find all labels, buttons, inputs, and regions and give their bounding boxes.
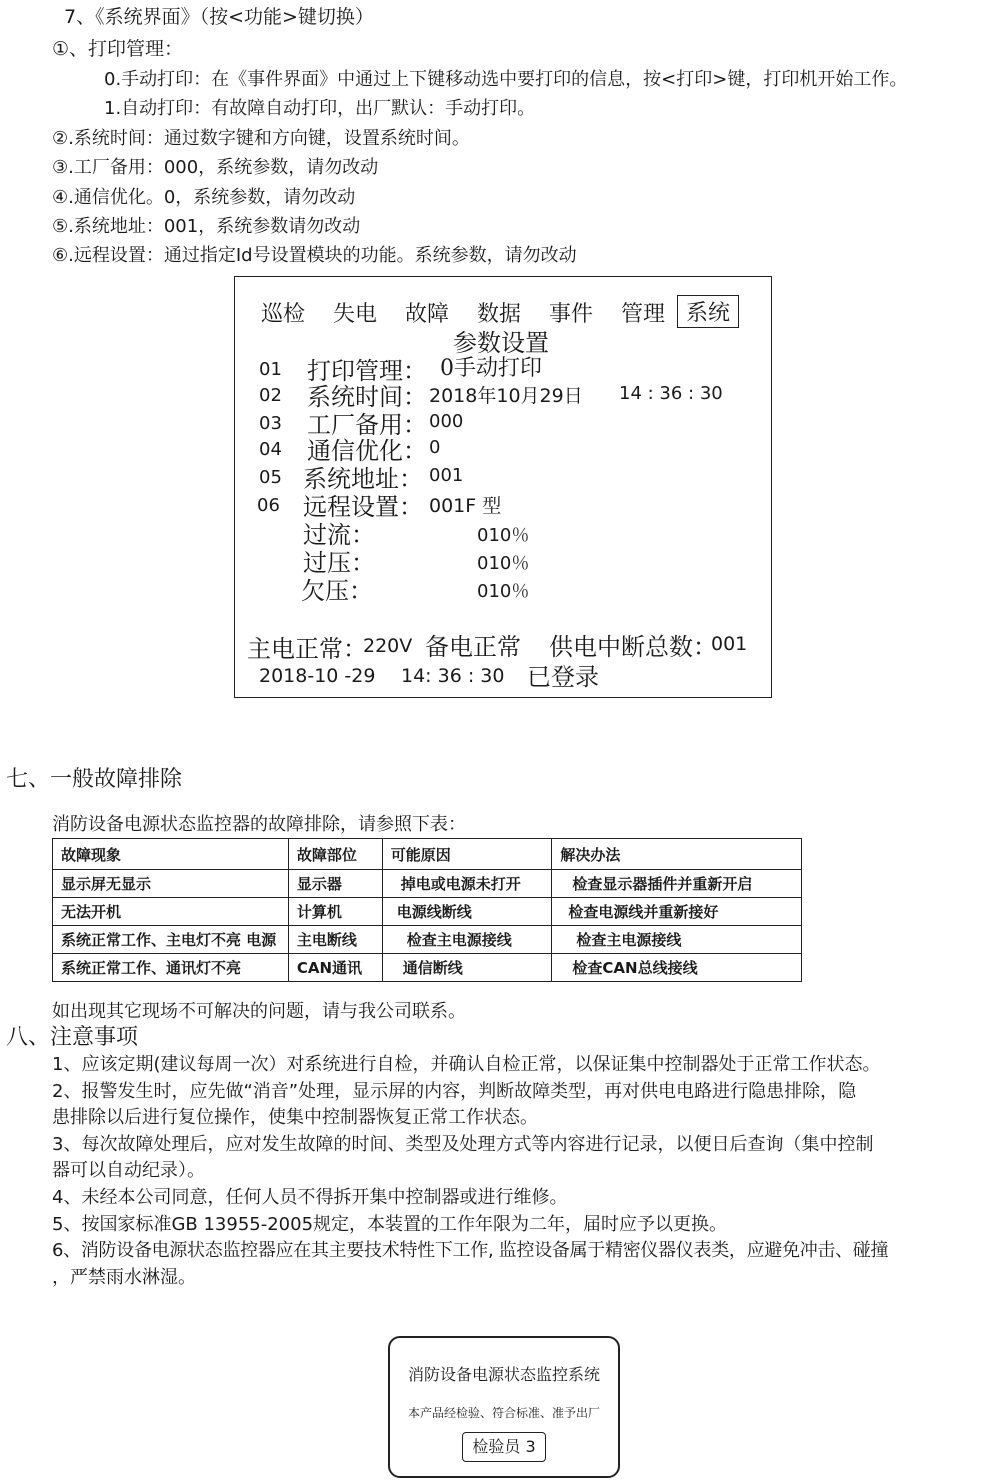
note-line: 患排除以后进行复位操作，使集中控制器恢复正常工作状态。 bbox=[52, 1107, 538, 1128]
status-login: 已登录 bbox=[527, 663, 599, 691]
status-time: 14: 36 : 30 bbox=[401, 665, 505, 687]
column-header: 可能原因 bbox=[382, 839, 552, 870]
row-value: 0 bbox=[429, 437, 441, 458]
status-interrupt-label: 供电中断总数： bbox=[549, 633, 717, 661]
troubleshoot-footer: 如出现其它现场不可解决的问题，请与我公司联系。 bbox=[52, 1001, 466, 1022]
fault-table bbox=[52, 838, 802, 982]
table-cell: 主电断线 bbox=[288, 926, 382, 954]
item-auto-print: 1.自动打印：有故障自动打印，出厂默认：手动打印。 bbox=[104, 98, 536, 119]
column-header: 故障部位 bbox=[288, 839, 382, 870]
table-row bbox=[53, 898, 802, 926]
table-cell: 无法开机 bbox=[53, 898, 289, 926]
row-num: 02 bbox=[259, 385, 282, 406]
note-line: 4、未经本公司同意，任何人员不得拆开集中控制器或进行维修。 bbox=[52, 1187, 568, 1208]
note-line: 2、报警发生时，应先做“消音”处理，显示屏的内容，判断故障类型，再对供电电路进行隐患排除，隐 bbox=[52, 1081, 857, 1102]
item-factory-reserve: ③.工厂备用：000，系统参数，请勿改动 bbox=[52, 157, 379, 178]
sub-label-undervoltage: 欠压： bbox=[301, 577, 373, 605]
inspector-badge: 检验员 3 bbox=[462, 1432, 546, 1462]
menu-event: 事件 bbox=[549, 302, 594, 327]
row-label: 通信优化： bbox=[307, 437, 427, 465]
note-line: 3、每次故障处理后，应对发生故障的时间、类型及处理方式等内容进行记录，以便日后查询（集中控制 bbox=[52, 1134, 874, 1155]
sub-label-overcurrent: 过流： bbox=[303, 521, 375, 549]
menu-data: 数据 bbox=[477, 302, 522, 327]
row-num: 03 bbox=[259, 413, 282, 434]
table-header-row bbox=[53, 839, 802, 870]
table-cell: 检查电源线并重新接好 bbox=[552, 898, 802, 926]
item-remote-setting: ⑥.远程设置：通过指定Id号设置模块的功能。系统参数，请勿改动 bbox=[52, 245, 577, 266]
note-line: 6、消防设备电源状态监控器应在其主要技术特性下工作, 监控设备属于精密仪器仪表类，应避免冲击、碰撞 bbox=[52, 1240, 889, 1261]
column-header: 故障现象 bbox=[53, 839, 289, 870]
menu-manage: 管理 bbox=[621, 302, 666, 327]
table-row bbox=[53, 870, 802, 898]
table-row bbox=[53, 926, 802, 954]
row-label: 打印管理： bbox=[307, 357, 427, 385]
table-row bbox=[53, 954, 802, 982]
row-num: 06 bbox=[257, 495, 280, 516]
table-cell: 检查CAN总线接线 bbox=[552, 954, 802, 982]
row-value: 000 bbox=[429, 411, 464, 432]
status-interrupt-value: 001 bbox=[711, 633, 748, 655]
table-cell: CAN通讯 bbox=[288, 954, 382, 982]
notes-heading: 八、注意事项 bbox=[6, 1025, 139, 1050]
row-num: 01 bbox=[259, 359, 282, 380]
note-line: 1、应该定期(建议每周一次）对系统进行自检，并确认自检正常，以保证集中控制器处于正常工作状态。 bbox=[52, 1054, 881, 1075]
item-manual-print: 0.手动打印：在《事件界面》中通过上下键移动选中要打印的信息，按<打印>键，打印机开始工作。 bbox=[104, 69, 908, 90]
row-value-date: 2018年10月29日 bbox=[429, 385, 583, 407]
row-label: 系统时间： bbox=[307, 383, 427, 411]
menu-fault: 故障 bbox=[405, 302, 450, 327]
row-num: 05 bbox=[259, 467, 282, 488]
table-cell: 显示器 bbox=[288, 870, 382, 898]
row-label: 系统地址： bbox=[303, 465, 423, 493]
status-main-value: 220V bbox=[363, 635, 413, 657]
table-cell: 计算机 bbox=[288, 898, 382, 926]
item-print-management: ①、打印管理： bbox=[52, 38, 184, 60]
stamp-title: 消防设备电源状态监控系统 bbox=[407, 1365, 600, 1384]
row-value-time: 14 : 36 : 30 bbox=[619, 383, 723, 404]
status-main-label: 主电正常： bbox=[247, 635, 367, 663]
note-line: 器可以自动纪录）。 bbox=[52, 1160, 205, 1181]
screen-title: 参数设置 bbox=[453, 329, 549, 357]
column-header: 解决办法 bbox=[552, 839, 802, 870]
table-cell: 检查主电源接线 bbox=[552, 926, 802, 954]
sub-value-overvoltage: 010％ bbox=[477, 553, 530, 574]
table-cell: 系统正常工作、主电灯不亮 电源 bbox=[53, 926, 289, 954]
troubleshoot-heading: 七、一般故障排除 bbox=[6, 767, 183, 792]
row-label: 远程设置： bbox=[303, 493, 423, 521]
table-cell: 掉电或电源未打开 bbox=[382, 870, 552, 898]
troubleshoot-intro: 消防设备电源状态监控器的故障排除，请参照下表： bbox=[52, 814, 466, 835]
status-date: 2018-10 -29 bbox=[259, 665, 376, 687]
row-value: 0手动打印 bbox=[440, 356, 542, 381]
note-line: ，严禁雨水淋湿。 bbox=[52, 1267, 196, 1288]
note-line: 5、按国家标准GB 13955-2005规定，本装置的工作年限为二年，届时应予以更换。 bbox=[52, 1214, 728, 1235]
lcd-screen bbox=[234, 276, 772, 698]
status-backup: 备电正常 bbox=[425, 633, 521, 661]
item-system-address: ⑤.系统地址：001，系统参数请勿改动 bbox=[52, 216, 361, 237]
row-value: 001 bbox=[429, 465, 464, 486]
table-cell: 显示屏无显示 bbox=[53, 870, 289, 898]
table-cell: 检查显示器插件并重新开启 bbox=[552, 870, 802, 898]
menu-power-loss: 失电 bbox=[333, 302, 378, 327]
sub-value-undervoltage: 010％ bbox=[477, 581, 530, 602]
row-label: 工厂备用： bbox=[307, 411, 427, 439]
stamp-text: 本产品经检验、符合标准、准予出厂 bbox=[407, 1406, 600, 1420]
menu-patrol: 巡检 bbox=[261, 302, 306, 327]
table-cell: 系统正常工作、通讯灯不亮 bbox=[53, 954, 289, 982]
item-comm-optimize: ④.通信优化。0，系统参数，请勿改动 bbox=[52, 187, 356, 208]
row-num: 04 bbox=[259, 439, 282, 460]
table-cell: 电源线断线 bbox=[382, 898, 552, 926]
table-cell: 通信断线 bbox=[382, 954, 552, 982]
menu-system-selected: 系统 bbox=[677, 295, 739, 328]
table-cell: 检查主电源接线 bbox=[382, 926, 552, 954]
item-system-time: ②.系统时间：通过数字键和方向键，设置系统时间。 bbox=[52, 128, 470, 149]
sub-label-overvoltage: 过压： bbox=[303, 549, 375, 577]
row-value: 001F 型 bbox=[429, 495, 502, 517]
section-heading: 7、《系统界面》（按<功能>键切换） bbox=[64, 6, 374, 28]
sub-value-overcurrent: 010％ bbox=[477, 525, 530, 546]
